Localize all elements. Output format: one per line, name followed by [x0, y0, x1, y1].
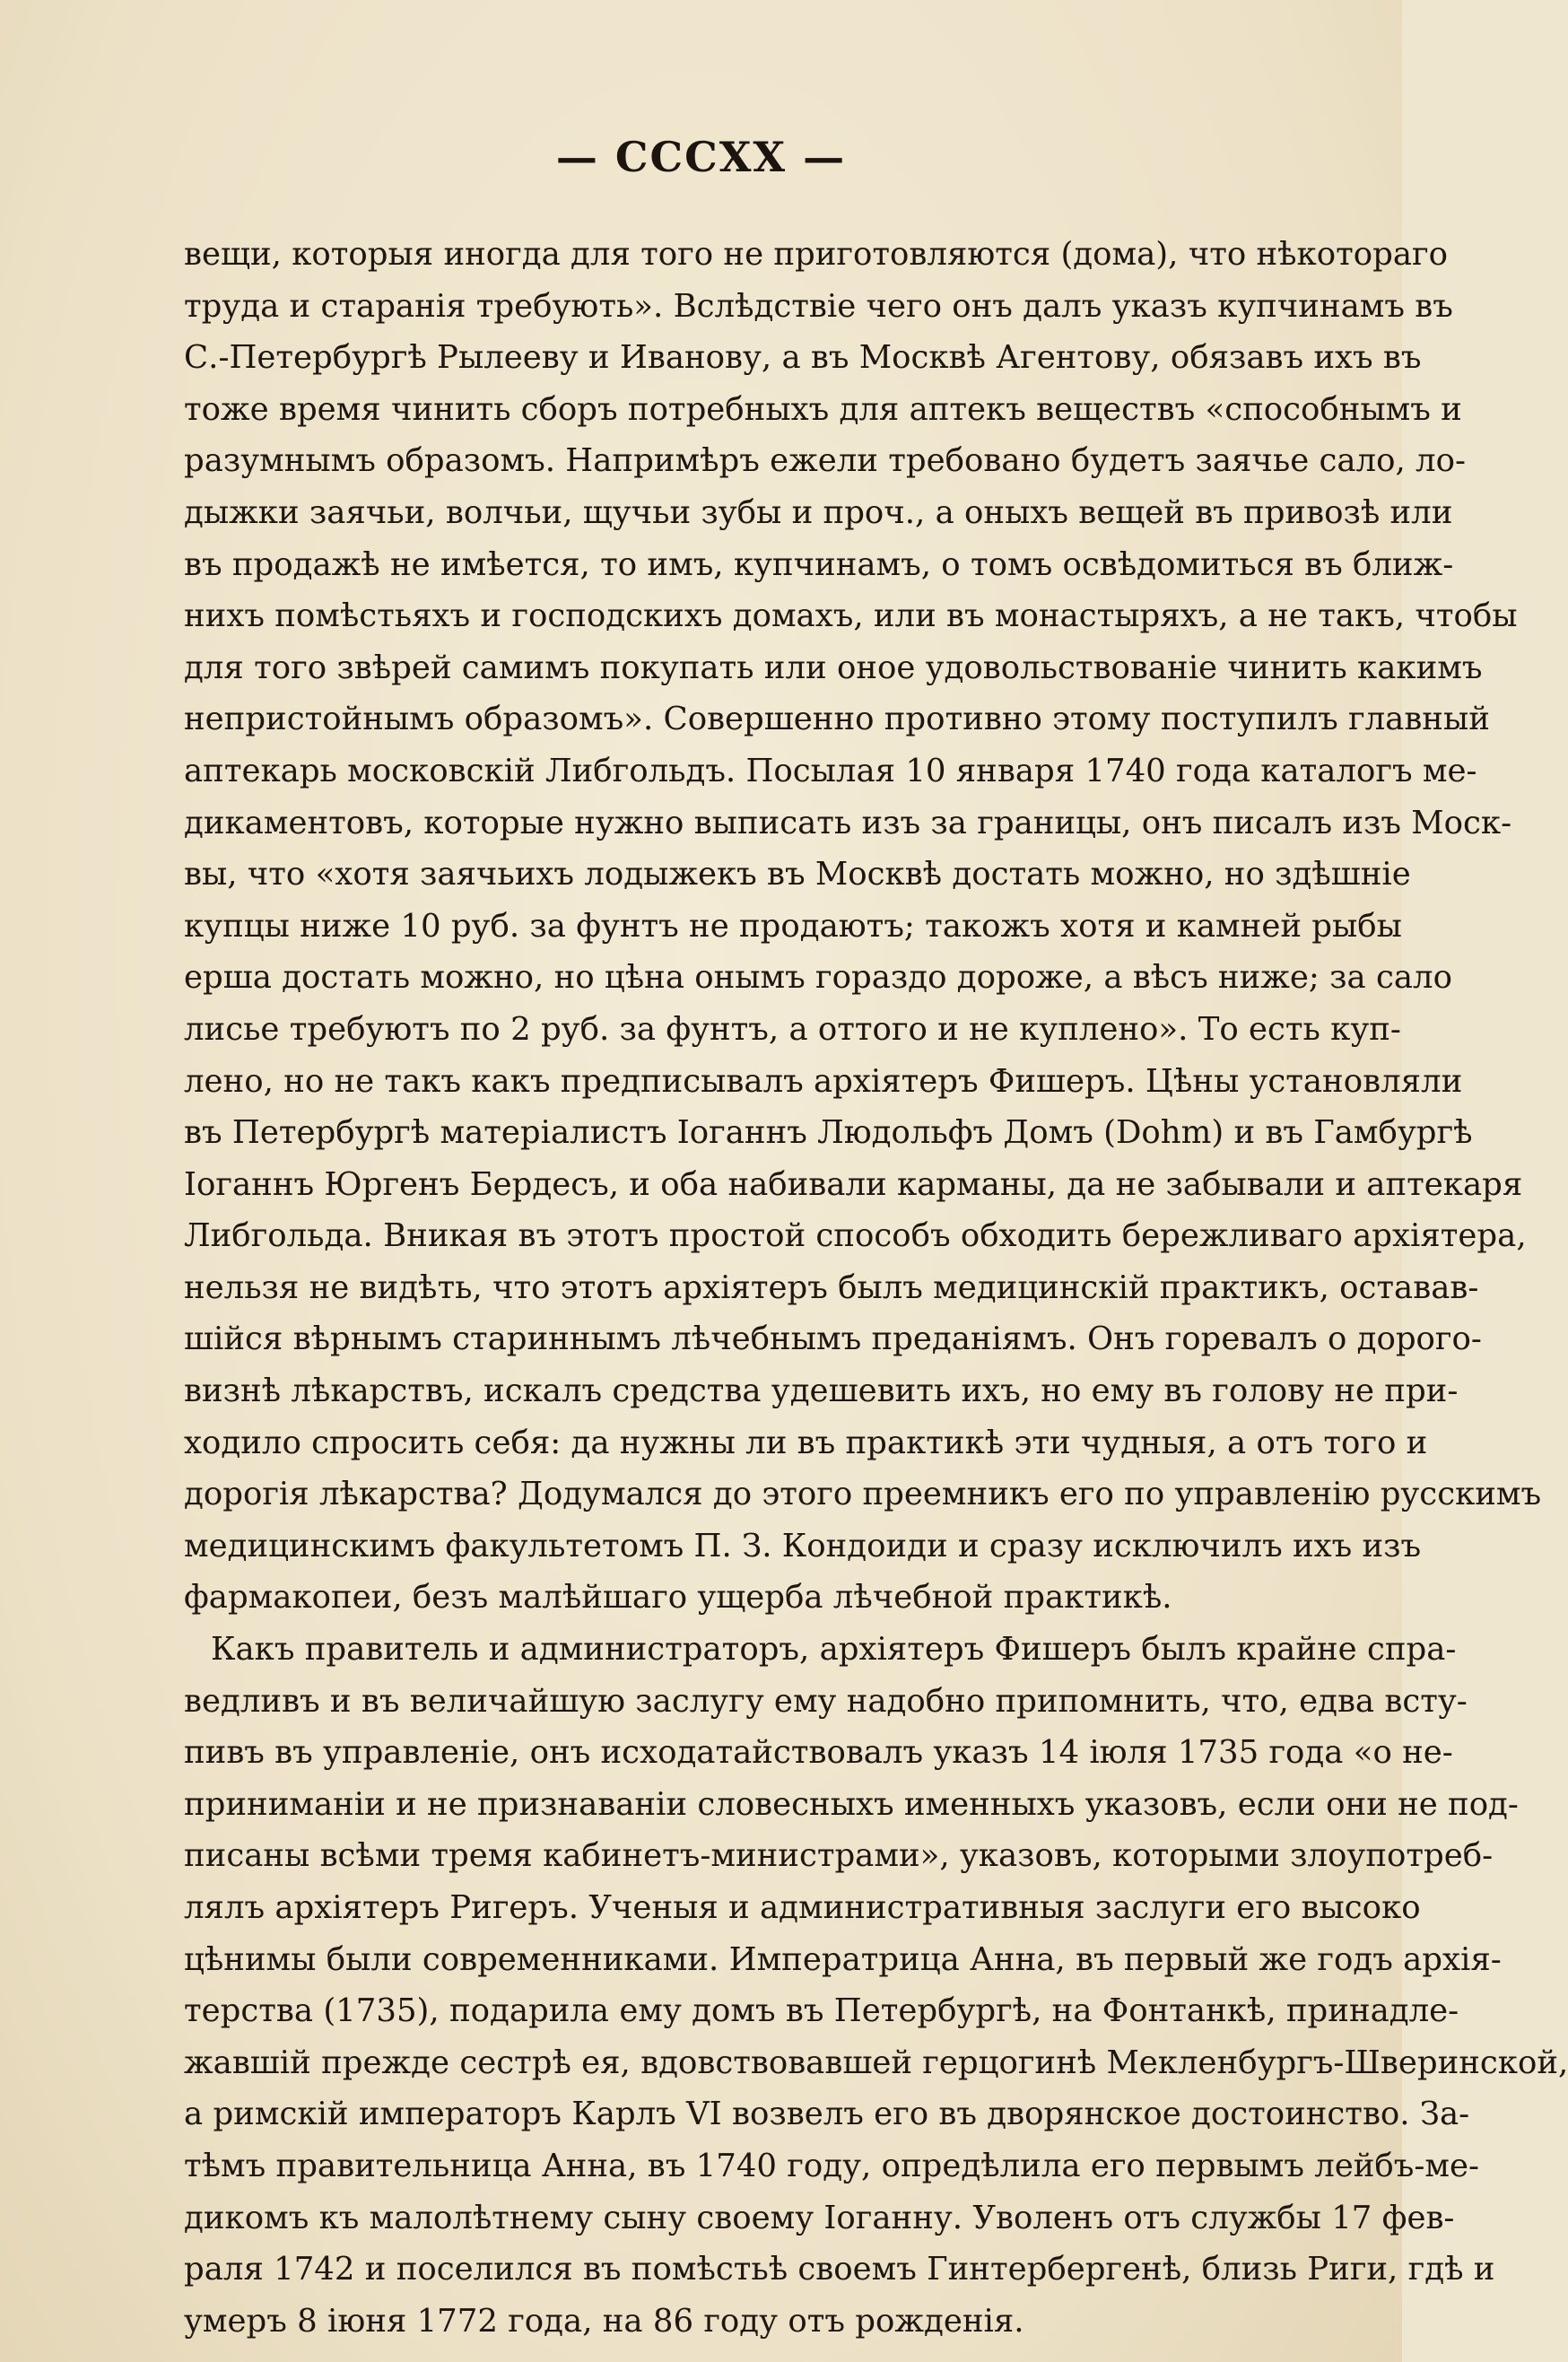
text-line: труда и старанія требують». Вслѣдствіе чего онъ далъ указъ купчинамъ въ	[184, 287, 1453, 325]
text-line: цѣнимы были современниками. Императрица Анна, въ первый же годъ архія-	[184, 1940, 1502, 1978]
text-line: ведливъ и въ величайшую заслугу ему надобно припомнить, что, едва всту-	[184, 1682, 1468, 1720]
text-line: дикаментовъ, которые нужно выписать изъ за границы, онъ писалъ изъ Моск-	[184, 804, 1512, 841]
text-line: тѣмъ правительница Анна, въ 1740 году, опредѣлила его первымъ лейбъ-ме-	[184, 2147, 1479, 2184]
text-line: жавшій прежде сестрѣ ея, вдовствовавшей герцогинѣ Мекленбургъ-Шверинской,	[184, 2044, 1568, 2081]
text-line: вещи, которыя иногда для того не приготовляются (дома), что нѣкотораго	[184, 236, 1448, 273]
text-line: дорогія лѣкарства? Додумался до этого преемникъ его по управленію русскимъ	[184, 1476, 1542, 1513]
text-line: Іоганнъ Юргенъ Бердесъ, и оба набивали карманы, да не забывали и аптекаря	[184, 1165, 1523, 1203]
text-line: вы, что «хотя заячьихъ лодыжекъ въ Москвѣ достать можно, но здѣшніе	[184, 856, 1411, 893]
text-line: пивъ въ управленіе, онъ исходатайствовалъ указъ 14 іюля 1735 года «о не-	[184, 1734, 1453, 1772]
body-text	[184, 229, 1568, 2347]
text-line: терства (1735), подарила ему домъ въ Петербургѣ, на Фонтанкѣ, принадле-	[184, 1992, 1459, 2030]
text-line: умеръ 8 іюня 1772 года, на 86 году отъ рожденія.	[184, 2302, 1024, 2340]
paragraph-1	[184, 229, 1542, 1624]
text-line: визнѣ лѣкарствъ, искалъ средства удешевить ихъ, но ему въ голову не при-	[184, 1373, 1459, 1410]
text-line: медицинскимъ факультетомъ П. З. Кондоиди и сразу исключилъ ихъ изъ	[184, 1527, 1422, 1564]
text-line: приниманіи и не признаваніи словесныхъ именныхъ указовъ, если они не под-	[184, 1785, 1519, 1823]
text-line: въ Петербургѣ матеріалистъ Іоганнъ Людольфъ Домъ (Dohm) и въ Гамбургѣ	[184, 1114, 1473, 1152]
text-line: нельзя не видѣть, что этотъ архіятеръ былъ медицинскій практикъ, оставав-	[184, 1268, 1479, 1306]
text-line: С.-Петербургѣ Рылеeву и Иванову, а въ Москвѣ Агентову, обязавъ ихъ въ	[184, 339, 1422, 377]
paragraph-2	[184, 1624, 1568, 2347]
text-line: лено, но не такъ какъ предписывалъ архіятеръ Фишеръ. Цѣны установляли	[184, 1062, 1463, 1100]
text-line: Либгольда. Вникая въ этотъ простой способъ обходить бережливаго архіятера,	[184, 1217, 1527, 1255]
text-line: дикомъ къ малолѣтнему сыну своему Іоганну. Уволенъ отъ службы 17 фев-	[184, 2199, 1455, 2236]
text-line: въ продажѣ не имѣется, то имъ, купчинамъ, о томъ освѣдомиться въ ближ-	[184, 545, 1454, 583]
text-line: фармакопеи, безъ малѣйшаго ущерба лѣчебной практикѣ.	[184, 1579, 1172, 1617]
text-line: раля 1742 и поселился въ помѣстьѣ своемъ Гинтербергенѣ, близь Риги, гдѣ и	[184, 2251, 1495, 2288]
text-line: а римскій императоръ Карлъ VI возвелъ его въ дворянское достоинство. За-	[184, 2096, 1470, 2133]
text-line: писаны всѣми тремя кабинетъ-министрами», указовъ, которыми злоупотреб-	[184, 1837, 1494, 1875]
text-line: шійся вѣрнымъ стариннымъ лѣчебнымъ преданіямъ. Онъ горевалъ о дорого-	[184, 1320, 1482, 1358]
text-line: для того звѣрей самимъ покупать или оное удовольствованіе чинить какимъ	[184, 649, 1483, 686]
text-line: аптекарь московскій Либгольдъ. Посылая 10 января 1740 года каталогъ ме-	[184, 752, 1477, 789]
text-line: нихъ помѣстьяхъ и господскихъ домахъ, или въ монастыряхъ, а не такъ, чтобы	[184, 597, 1518, 635]
text-line: лялъ архіятеръ Ригеръ. Ученыя и административныя заслуги его высоко	[184, 1889, 1421, 1926]
text-line: лисье требуютъ по 2 руб. за фунтъ, а оттого и не куплено». То есть куп-	[184, 1010, 1401, 1048]
text-line: разумнымъ образомъ. Напримѣръ ежели требовано будетъ заячье сало, ло-	[184, 442, 1466, 480]
text-line: Какъ правитель и администраторъ, архіятеръ Фишеръ былъ крайне спра-	[211, 1631, 1457, 1669]
text-line: ходило спросить себя: да нужны ли въ практикѣ эти чудныя, а отъ того и	[184, 1424, 1428, 1461]
page-number-header: — CCCXX —	[555, 133, 847, 181]
text-line: дыжки заячьи, волчьи, щучьи зубы и проч., а оныхъ вещей въ привозѣ или	[184, 493, 1453, 531]
text-line: тоже время чинить сборъ потребныхъ для аптекъ веществъ «способнымъ и	[184, 390, 1462, 428]
text-line: непристойнымъ образомъ». Совершенно противно этому поступилъ главный	[184, 701, 1490, 738]
text-line: ерша достать можно, но цѣна онымъ гораздо дороже, а вѣсъ ниже; за сало	[184, 959, 1452, 997]
text-line: купцы ниже 10 руб. за фунтъ не продаютъ; такожъ хотя и камней рыбы	[184, 907, 1402, 945]
